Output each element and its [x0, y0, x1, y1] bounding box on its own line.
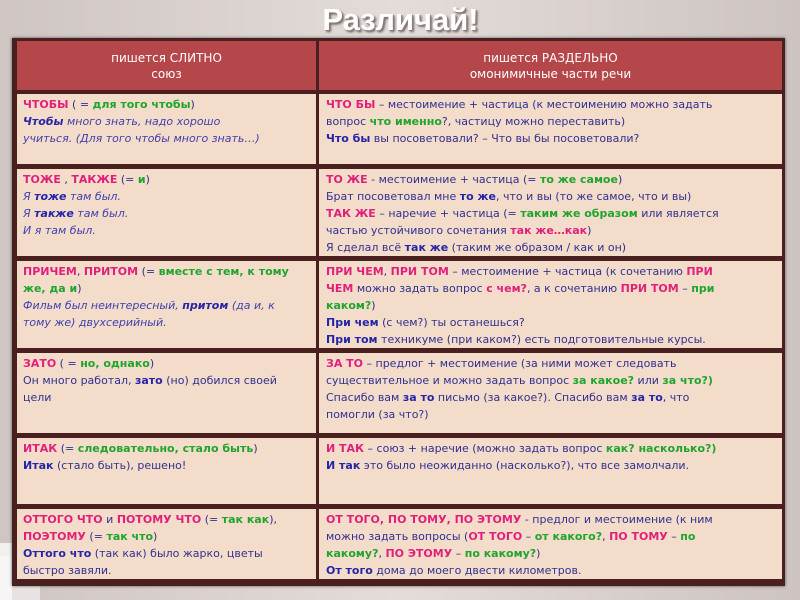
text-segment: ) [587, 224, 592, 237]
text-segment: (таким же образом / как и он) [448, 241, 627, 254]
text-segment: быстро завяли. [23, 564, 112, 577]
cell-line [326, 263, 774, 280]
text-segment: существительное и можно задать вопрос [326, 374, 573, 387]
text-segment: ), [269, 513, 277, 526]
cell-line [326, 205, 774, 222]
text-segment: учиться. (Для того чтобы много знать…) [23, 132, 260, 145]
text-segment: какому? [326, 547, 379, 560]
text-segment: зато [134, 374, 163, 387]
text-segment: Я сделал всё [326, 241, 405, 254]
cell-line [23, 297, 308, 314]
text-segment: по какому? [464, 547, 537, 560]
cell-separate [319, 261, 782, 353]
text-segment: притом [182, 299, 229, 312]
text-segment: и [102, 513, 117, 526]
text-segment: Он много работал, [23, 374, 135, 387]
cell-separate [319, 94, 782, 169]
text-segment: ПО ЭТОМУ [385, 547, 453, 560]
cell-line [326, 96, 774, 113]
table-row [17, 261, 782, 353]
cell-line [326, 389, 774, 406]
text-segment: ЗАТО [23, 357, 57, 370]
text-segment: Я [23, 207, 35, 220]
text-segment: И ТАК [326, 442, 365, 455]
cell-line [23, 188, 308, 205]
cell-line [23, 130, 308, 147]
text-segment: при [691, 282, 715, 295]
text-segment: ТО ЖЕ [326, 173, 368, 186]
text-segment: ЧЕМ [326, 282, 354, 295]
cell-line [23, 205, 308, 222]
text-segment: - местоимение + частица (= [367, 173, 540, 186]
text-segment: также [34, 207, 74, 220]
text-segment: ) [253, 442, 258, 455]
cell-line [326, 440, 774, 457]
text-segment: ИТАК [23, 442, 58, 455]
header-right [319, 41, 782, 94]
cell-line [23, 562, 308, 579]
text-segment: ПРИ ЧЕМ [326, 265, 384, 278]
text-segment: что именно [369, 115, 442, 128]
text-segment: Фильм был неинтересный, [23, 299, 183, 312]
text-segment: дома до моего двести километров. [372, 564, 582, 577]
table-row [17, 438, 782, 509]
cell-line [23, 96, 308, 113]
text-segment: тоже [34, 190, 67, 203]
cell-line [23, 171, 308, 188]
cell-together [17, 353, 319, 438]
text-segment: (с чем?) ты останешься? [378, 316, 525, 329]
text-segment: по [680, 530, 696, 543]
text-segment: вы посоветовали? – Что вы бы посоветовали? [370, 132, 640, 145]
text-segment: Спасибо вам [326, 391, 403, 404]
cell-line [23, 457, 308, 474]
text-segment: – союз + наречие (можно задать вопрос [364, 442, 606, 455]
text-segment: ( = [68, 98, 93, 111]
text-segment: там был. [66, 190, 121, 203]
table-header-row [17, 41, 782, 94]
text-segment: как? насколько?) [605, 442, 717, 455]
text-segment: ) [536, 547, 541, 560]
cell-separate [319, 353, 782, 438]
text-segment: – местоимение + частица (к сочетанию [448, 265, 687, 278]
text-segment: Итак [23, 459, 54, 472]
cell-line [326, 457, 774, 474]
cell-line [326, 562, 774, 579]
text-segment: ( = [56, 357, 81, 370]
cell-line [326, 280, 774, 297]
text-segment: , [378, 547, 386, 560]
cell-line [326, 545, 774, 562]
text-segment: – [667, 530, 681, 543]
title-text: Различай! [322, 2, 479, 37]
text-segment: ОТ ТОГО [468, 530, 523, 543]
text-segment: тому же) двухсерийный. [23, 316, 167, 329]
header-left-line1: пишется СЛИТНО [111, 50, 222, 65]
text-segment: – [452, 547, 465, 560]
text-segment: ПОЭТОМУ [23, 530, 86, 543]
text-segment: ) [77, 282, 82, 295]
cell-line [23, 113, 308, 130]
text-segment: вопрос [326, 115, 370, 128]
cell-line [326, 297, 774, 314]
text-segment: ПРИ ТОМ [620, 282, 679, 295]
text-segment: много знать, надо хорошо [63, 115, 221, 128]
text-segment: за то [631, 391, 663, 404]
text-segment: следовательно, стало быть [77, 442, 254, 455]
text-segment: там был. [73, 207, 129, 220]
text-segment: Брат посоветовал мне [326, 190, 460, 203]
text-segment: от какого? [534, 530, 603, 543]
text-segment: с чем? [486, 282, 527, 295]
text-segment: ОТ ТОГО, ПО ТОМУ, ПО ЭТОМУ [326, 513, 522, 526]
text-segment: И я там был. [23, 224, 96, 237]
text-segment: ТАК ЖЕ [326, 207, 376, 220]
text-segment: – [522, 530, 535, 543]
text-segment: ПРИТОМ [83, 265, 139, 278]
cell-line [326, 113, 774, 130]
text-segment: и [137, 173, 146, 186]
text-segment: ОТТОГО ЧТО [23, 513, 103, 526]
text-segment: - предлог и местоимение (к ним [521, 513, 713, 526]
text-segment: ?, частицу можно переставить) [441, 115, 626, 128]
text-segment: (= [85, 530, 107, 543]
text-segment: цели [23, 391, 52, 404]
text-segment: ) [145, 173, 150, 186]
cell-line [23, 372, 308, 389]
text-segment: ПРИ ТОМ [390, 265, 449, 278]
text-segment: таким же образом [520, 207, 638, 220]
text-segment: (= [201, 513, 222, 526]
text-segment: ) [190, 98, 195, 111]
header-right-line2: омонимичные части речи [469, 66, 632, 81]
text-segment: ТОЖЕ [23, 173, 61, 186]
text-segment: можно задать вопрос [353, 282, 487, 295]
text-segment: техникуме (при каком?) есть подготовительные курсы. [377, 333, 706, 346]
text-segment: – [678, 282, 692, 295]
header-left [17, 41, 319, 94]
text-segment: При том [326, 333, 378, 346]
cell-line [326, 331, 774, 348]
cell-line [23, 355, 308, 372]
text-segment: – местоимение + частица (к местоимению можно задать [375, 98, 713, 111]
cell-line [23, 440, 308, 457]
text-segment: (= [117, 173, 138, 186]
text-segment: для того чтобы [92, 98, 191, 111]
text-segment: так же [404, 241, 449, 254]
text-segment: ЧТО БЫ [326, 98, 376, 111]
cell-line [23, 389, 308, 406]
text-segment: – предлог + местоимение (за ними может следовать [363, 357, 677, 370]
text-segment: , [60, 173, 72, 186]
cell-line [326, 511, 774, 528]
comparison-table [17, 41, 782, 579]
cell-line [326, 314, 774, 331]
text-segment: ЗА ТО [326, 357, 364, 370]
text-segment: При чем [326, 316, 379, 329]
text-segment: (да и, к [228, 299, 275, 312]
text-segment: ТАКЖЕ [71, 173, 118, 186]
cell-line [23, 263, 308, 280]
text-segment: то же [459, 190, 496, 203]
text-segment: ) [371, 299, 376, 312]
text-segment: , что [662, 391, 690, 404]
text-segment: за то [402, 391, 435, 404]
text-segment: частью устойчивого сочетания [326, 224, 511, 237]
header-left-line2: союз [151, 66, 182, 81]
text-segment: Чтобы [23, 115, 64, 128]
text-segment: ПРИЧЕМ [23, 265, 77, 278]
text-segment: или [634, 374, 663, 387]
text-segment: за какое? [572, 374, 635, 387]
cell-line [326, 239, 774, 256]
cell-line [23, 528, 308, 545]
cell-line [326, 222, 774, 239]
text-segment: – наречие + частица (= [375, 207, 521, 220]
text-segment: так что [106, 530, 154, 543]
text-segment: это было неожиданно (насколько?), что все замолчали. [360, 459, 690, 472]
cell-line [326, 355, 774, 372]
cell-line [23, 280, 308, 297]
text-segment: или является [637, 207, 719, 220]
text-segment: ЧТОБЫ [23, 98, 69, 111]
cell-together [17, 94, 319, 169]
text-segment: так же…как [510, 224, 588, 237]
cell-line [326, 372, 774, 389]
cell-line [326, 130, 774, 147]
text-segment: , что и вы (то же самое, что и вы) [495, 190, 692, 203]
text-segment: но, однако [80, 357, 150, 370]
text-segment: ПОТОМУ ЧТО [116, 513, 202, 526]
text-segment: ПРИ [686, 265, 713, 278]
text-segment: , [602, 530, 610, 543]
cell-line [326, 171, 774, 188]
text-segment: , а к сочетанию [526, 282, 621, 295]
text-segment: , [383, 265, 391, 278]
text-segment: ПО ТОМУ [609, 530, 668, 543]
cell-line [23, 545, 308, 562]
cell-together [17, 169, 319, 261]
page-title [0, 0, 800, 38]
text-segment: , [76, 265, 84, 278]
text-segment: то же самое [540, 173, 618, 186]
cell-line [326, 188, 774, 205]
text-segment: (так как) было жарко, цветы [91, 547, 263, 560]
text-segment: Я [23, 190, 35, 203]
text-segment: И так [326, 459, 361, 472]
text-segment: так как [221, 513, 270, 526]
text-segment: каком? [326, 299, 372, 312]
text-segment: же, да и [23, 282, 78, 295]
text-segment: можно задать вопросы ( [326, 530, 469, 543]
cell-line [23, 511, 308, 528]
cell-line [23, 314, 308, 331]
text-segment: От того [326, 564, 373, 577]
text-segment: Что бы [326, 132, 371, 145]
text-segment: ) [153, 530, 158, 543]
cell-line [326, 528, 774, 545]
cell-separate [319, 509, 782, 579]
cell-line [23, 222, 308, 239]
text-segment: (стало быть), решено! [53, 459, 187, 472]
header-right-line1: пишется РАЗДЕЛЬНО [483, 50, 618, 65]
text-segment: ) [617, 173, 623, 186]
text-segment: вместе с тем, к тому [158, 265, 289, 278]
text-segment: Оттого что [23, 547, 92, 560]
cell-together [17, 261, 319, 353]
table-row [17, 509, 782, 579]
text-segment: ) [149, 357, 155, 370]
text-segment: за что?) [662, 374, 713, 387]
cell-separate [319, 438, 782, 509]
text-segment: (= [57, 442, 78, 455]
cell-together [17, 438, 319, 509]
text-segment: (но) добился своей [162, 374, 277, 387]
text-segment: письмо (за какое?). Спасибо вам [434, 391, 632, 404]
cell-separate [319, 169, 782, 261]
cell-together [17, 509, 319, 579]
cell-line [326, 406, 774, 423]
text-segment: помогли (за что?) [326, 408, 429, 421]
table-row [17, 94, 782, 169]
text-segment: (= [138, 265, 159, 278]
table-row [17, 169, 782, 261]
table-row [17, 353, 782, 438]
